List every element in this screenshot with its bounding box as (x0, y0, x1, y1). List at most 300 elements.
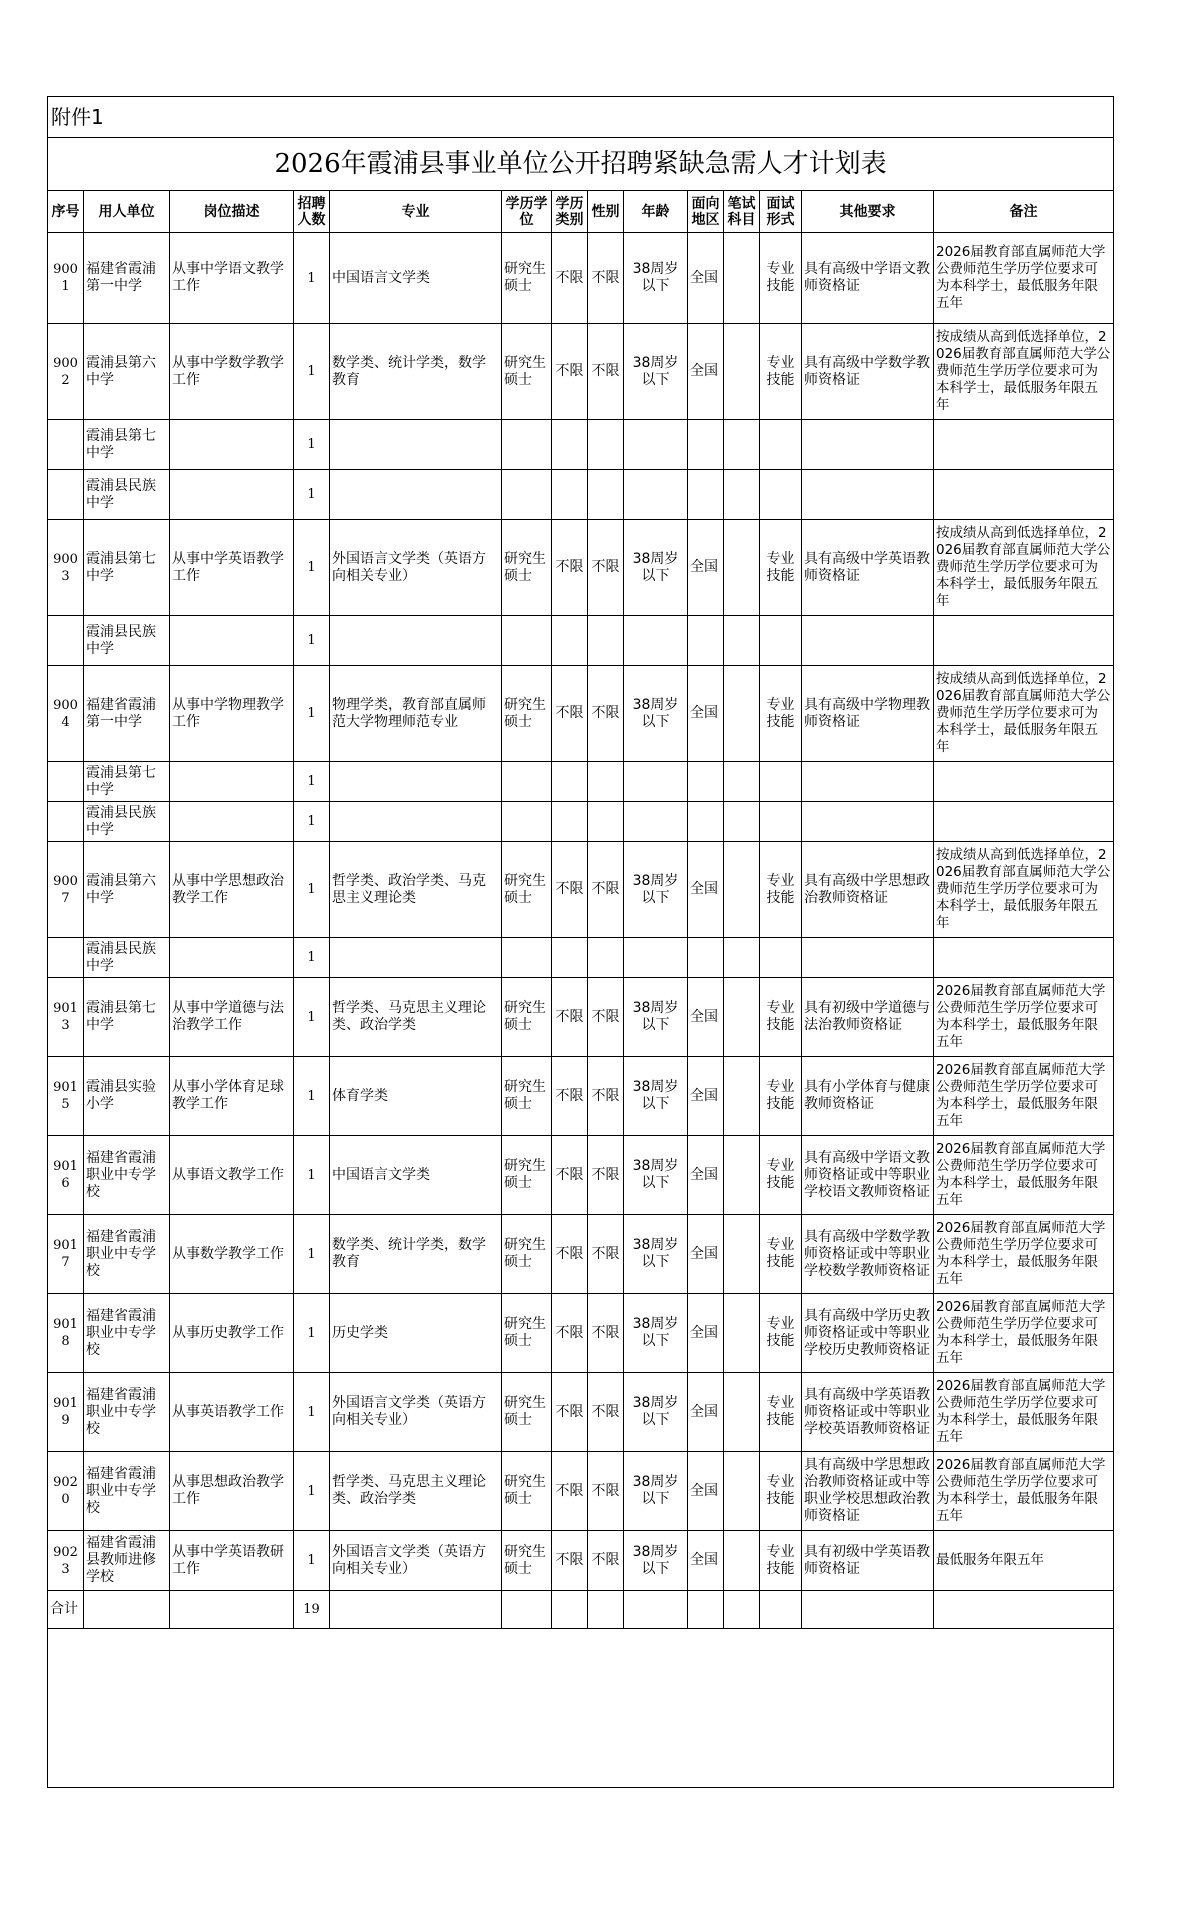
row-interview: 专业技能 (760, 1215, 802, 1294)
row-age (624, 762, 688, 802)
row-id: 9020 (48, 1452, 84, 1531)
total-empty (624, 1591, 688, 1629)
row-edu: 研究生硕士 (502, 1215, 552, 1294)
row-major (330, 762, 502, 802)
row-exam (724, 324, 760, 420)
row-major: 哲学类、马克思主义理论类、政治学类 (330, 1452, 502, 1531)
row-interview (760, 938, 802, 978)
row-interview: 专业技能 (760, 1136, 802, 1215)
recruitment-table (47, 96, 1114, 1788)
row-count: 1 (294, 1294, 330, 1373)
row-id: 9018 (48, 1294, 84, 1373)
row-region: 全国 (688, 324, 724, 420)
row-unit: 福建省霞浦第一中学 (84, 233, 170, 324)
row-gender: 不限 (588, 1136, 624, 1215)
row-requirement: 具有高级中学英语教师资格证 (802, 520, 934, 616)
row-age: 38周岁以下 (624, 1057, 688, 1136)
row-region: 全国 (688, 1531, 724, 1591)
row-exam (724, 978, 760, 1057)
row-desc: 从事中学物理教学工作 (170, 666, 294, 762)
row-requirement: 具有高级中学数学教师资格证或中等职业学校数学教师资格证 (802, 1215, 934, 1294)
row-requirement (802, 762, 934, 802)
row-id: 9015 (48, 1057, 84, 1136)
row-desc (170, 802, 294, 842)
row-exam (724, 1215, 760, 1294)
row-count: 1 (294, 666, 330, 762)
row-major: 哲学类、马克思主义理论类、政治学类 (330, 978, 502, 1057)
header-req: 其他要求 (802, 191, 934, 233)
row-interview: 专业技能 (760, 1531, 802, 1591)
row-unit: 霞浦县民族中学 (84, 470, 170, 520)
row-exam (724, 802, 760, 842)
row-region: 全国 (688, 520, 724, 616)
row-unit: 福建省霞浦职业中专学校 (84, 1215, 170, 1294)
total-label: 合计 (48, 1591, 84, 1629)
table-row (48, 1136, 1114, 1215)
row-age (624, 470, 688, 520)
row-id (48, 420, 84, 470)
row-gender: 不限 (588, 1215, 624, 1294)
row-cat (552, 616, 588, 666)
row-count: 1 (294, 938, 330, 978)
row-cat: 不限 (552, 324, 588, 420)
row-count: 1 (294, 1136, 330, 1215)
row-id (48, 938, 84, 978)
table-row (48, 1057, 1114, 1136)
row-gender (588, 470, 624, 520)
row-note (934, 762, 1114, 802)
row-region: 全国 (688, 233, 724, 324)
row-gender: 不限 (588, 666, 624, 762)
row-age (624, 802, 688, 842)
row-region: 全国 (688, 1294, 724, 1373)
row-interview: 专业技能 (760, 666, 802, 762)
row-major (330, 420, 502, 470)
row-exam (724, 762, 760, 802)
row-note: 2026届教育部直属师范大学公费师范生学历学位要求可为本科学士，最低服务年限五年 (934, 1136, 1114, 1215)
row-requirement: 具有小学体育与健康教师资格证 (802, 1057, 934, 1136)
total-empty (688, 1591, 724, 1629)
row-note (934, 470, 1114, 520)
row-desc: 从事思想政治教学工作 (170, 1452, 294, 1531)
row-note: 2026届教育部直属师范大学公费师范生学历学位要求可为本科学士，最低服务年限五年 (934, 233, 1114, 324)
row-cat: 不限 (552, 233, 588, 324)
row-age: 38周岁以下 (624, 1373, 688, 1452)
header-gender: 性别 (588, 191, 624, 233)
row-requirement: 具有初级中学道德与法治教师资格证 (802, 978, 934, 1057)
row-exam (724, 470, 760, 520)
row-count: 1 (294, 1373, 330, 1452)
row-cat: 不限 (552, 520, 588, 616)
table-row (48, 978, 1114, 1057)
row-cat: 不限 (552, 978, 588, 1057)
row-desc: 从事中学语文教学工作 (170, 233, 294, 324)
row-desc: 从事中学数学教学工作 (170, 324, 294, 420)
row-requirement: 具有初级中学英语教师资格证 (802, 1531, 934, 1591)
row-gender (588, 762, 624, 802)
row-age: 38周岁以下 (624, 1452, 688, 1531)
total-empty (588, 1591, 624, 1629)
row-desc (170, 938, 294, 978)
row-requirement: 具有高级中学英语教师资格证或中等职业学校英语教师资格证 (802, 1373, 934, 1452)
row-requirement (802, 420, 934, 470)
row-gender: 不限 (588, 1373, 624, 1452)
row-edu (502, 420, 552, 470)
row-age: 38周岁以下 (624, 1294, 688, 1373)
total-empty (760, 1591, 802, 1629)
row-id: 9002 (48, 324, 84, 420)
row-region: 全国 (688, 666, 724, 762)
row-id: 9023 (48, 1531, 84, 1591)
row-note: 2026届教育部直属师范大学公费师范生学历学位要求可为本科学士，最低服务年限五年 (934, 1215, 1114, 1294)
row-region (688, 802, 724, 842)
row-region (688, 762, 724, 802)
row-unit: 福建省霞浦职业中专学校 (84, 1136, 170, 1215)
row-edu (502, 802, 552, 842)
header-interview: 面试形式 (760, 191, 802, 233)
table-row (48, 666, 1114, 762)
row-interview: 专业技能 (760, 324, 802, 420)
row-gender: 不限 (588, 1294, 624, 1373)
attachment-label: 附件1 (48, 97, 1114, 138)
row-unit: 福建省霞浦职业中专学校 (84, 1294, 170, 1373)
total-empty (84, 1591, 170, 1629)
row-unit: 霞浦县民族中学 (84, 616, 170, 666)
row-interview (760, 802, 802, 842)
row-interview: 专业技能 (760, 1057, 802, 1136)
row-note: 2026届教育部直属师范大学公费师范生学历学位要求可为本科学士，最低服务年限五年 (934, 1373, 1114, 1452)
row-region: 全国 (688, 1136, 724, 1215)
row-age: 38周岁以下 (624, 1136, 688, 1215)
row-unit: 福建省霞浦职业中专学校 (84, 1373, 170, 1452)
header-note: 备注 (934, 191, 1114, 233)
row-edu: 研究生硕士 (502, 520, 552, 616)
row-unit: 霞浦县民族中学 (84, 938, 170, 978)
row-count: 1 (294, 1057, 330, 1136)
row-gender: 不限 (588, 520, 624, 616)
row-desc: 从事历史教学工作 (170, 1294, 294, 1373)
row-desc (170, 420, 294, 470)
row-count: 1 (294, 1452, 330, 1531)
row-cat: 不限 (552, 1136, 588, 1215)
header-edu: 学历学位 (502, 191, 552, 233)
row-interview: 专业技能 (760, 520, 802, 616)
table-row (48, 420, 1114, 470)
row-age (624, 938, 688, 978)
row-edu: 研究生硕士 (502, 842, 552, 938)
blank-area (48, 1629, 1114, 1788)
table-row (48, 233, 1114, 324)
row-major (330, 802, 502, 842)
row-exam (724, 666, 760, 762)
row-requirement (802, 616, 934, 666)
table-row (48, 1215, 1114, 1294)
row-exam (724, 520, 760, 616)
row-edu: 研究生硕士 (502, 978, 552, 1057)
row-desc (170, 616, 294, 666)
row-interview (760, 616, 802, 666)
row-note: 2026届教育部直属师范大学公费师范生学历学位要求可为本科学士，最低服务年限五年 (934, 1294, 1114, 1373)
row-gender: 不限 (588, 842, 624, 938)
row-desc: 从事语文教学工作 (170, 1136, 294, 1215)
row-interview (760, 470, 802, 520)
row-unit: 福建省霞浦第一中学 (84, 666, 170, 762)
row-gender: 不限 (588, 978, 624, 1057)
row-region: 全国 (688, 1373, 724, 1452)
row-cat: 不限 (552, 1531, 588, 1591)
row-exam (724, 420, 760, 470)
row-id (48, 470, 84, 520)
row-edu: 研究生硕士 (502, 324, 552, 420)
total-empty (330, 1591, 502, 1629)
header-exam: 笔试科目 (724, 191, 760, 233)
plan-sheet (47, 96, 1113, 1788)
row-age: 38周岁以下 (624, 1215, 688, 1294)
row-requirement: 具有高级中学数学教师资格证 (802, 324, 934, 420)
row-age: 38周岁以下 (624, 842, 688, 938)
row-edu (502, 470, 552, 520)
row-edu (502, 762, 552, 802)
header-unit: 用人单位 (84, 191, 170, 233)
row-desc (170, 762, 294, 802)
row-major: 外国语言文学类（英语方向相关专业） (330, 520, 502, 616)
row-edu: 研究生硕士 (502, 1452, 552, 1531)
row-exam (724, 1057, 760, 1136)
row-edu: 研究生硕士 (502, 1373, 552, 1452)
row-requirement (802, 938, 934, 978)
row-cat: 不限 (552, 666, 588, 762)
total-row (48, 1591, 1114, 1629)
header-major: 专业 (330, 191, 502, 233)
row-desc: 从事中学思想政治教学工作 (170, 842, 294, 938)
total-empty (802, 1591, 934, 1629)
row-note: 按成绩从高到低选择单位，2026届教育部直属师范大学公费师范生学历学位要求可为本科学士，最低服务年限五年 (934, 842, 1114, 938)
row-region: 全国 (688, 1057, 724, 1136)
row-unit: 福建省霞浦县教师进修学校 (84, 1531, 170, 1591)
table-row (48, 842, 1114, 938)
row-desc: 从事小学体育足球教学工作 (170, 1057, 294, 1136)
row-major: 数学类、统计学类，数学教育 (330, 1215, 502, 1294)
row-note: 最低服务年限五年 (934, 1531, 1114, 1591)
row-interview (760, 420, 802, 470)
row-id: 9004 (48, 666, 84, 762)
header-count: 招聘人数 (294, 191, 330, 233)
row-region (688, 420, 724, 470)
row-major: 外国语言文学类（英语方向相关专业） (330, 1531, 502, 1591)
row-region: 全国 (688, 1452, 724, 1531)
row-count: 1 (294, 420, 330, 470)
row-age: 38周岁以下 (624, 233, 688, 324)
row-count: 1 (294, 1531, 330, 1591)
row-cat (552, 470, 588, 520)
table-row (48, 802, 1114, 842)
row-id: 9017 (48, 1215, 84, 1294)
row-note (934, 938, 1114, 978)
row-requirement: 具有高级中学物理教师资格证 (802, 666, 934, 762)
row-gender (588, 802, 624, 842)
row-unit: 霞浦县第六中学 (84, 842, 170, 938)
row-interview (760, 762, 802, 802)
row-exam (724, 938, 760, 978)
row-age: 38周岁以下 (624, 666, 688, 762)
row-exam (724, 1452, 760, 1531)
row-gender: 不限 (588, 1057, 624, 1136)
row-note (934, 802, 1114, 842)
header-age: 年龄 (624, 191, 688, 233)
row-id: 9019 (48, 1373, 84, 1452)
row-edu: 研究生硕士 (502, 1531, 552, 1591)
row-note (934, 420, 1114, 470)
total-empty (502, 1591, 552, 1629)
row-desc: 从事数学教学工作 (170, 1215, 294, 1294)
row-interview: 专业技能 (760, 842, 802, 938)
table-row (48, 1373, 1114, 1452)
row-gender: 不限 (588, 233, 624, 324)
row-count: 1 (294, 802, 330, 842)
total-empty (724, 1591, 760, 1629)
table-row (48, 616, 1114, 666)
row-id: 9003 (48, 520, 84, 616)
row-gender (588, 938, 624, 978)
row-region (688, 938, 724, 978)
total-empty (170, 1591, 294, 1629)
row-age: 38周岁以下 (624, 324, 688, 420)
row-note: 2026届教育部直属师范大学公费师范生学历学位要求可为本科学士，最低服务年限五年 (934, 978, 1114, 1057)
row-region: 全国 (688, 842, 724, 938)
table-row (48, 762, 1114, 802)
row-gender (588, 420, 624, 470)
row-major: 数学类、统计学类，数学教育 (330, 324, 502, 420)
row-requirement: 具有高级中学思想政治教师资格证或中等职业学校思想政治教师资格证 (802, 1452, 934, 1531)
row-count: 1 (294, 762, 330, 802)
row-count: 1 (294, 978, 330, 1057)
total-empty (552, 1591, 588, 1629)
row-exam (724, 1294, 760, 1373)
row-region (688, 616, 724, 666)
row-gender: 不限 (588, 324, 624, 420)
row-note: 按成绩从高到低选择单位，2026届教育部直属师范大学公费师范生学历学位要求可为本科学士，最低服务年限五年 (934, 520, 1114, 616)
table-row (48, 1294, 1114, 1373)
row-exam (724, 616, 760, 666)
row-id: 9016 (48, 1136, 84, 1215)
row-gender (588, 616, 624, 666)
row-region: 全国 (688, 1215, 724, 1294)
row-requirement: 具有高级中学语文教师资格证 (802, 233, 934, 324)
row-age (624, 420, 688, 470)
row-note: 按成绩从高到低选择单位，2026届教育部直属师范大学公费师范生学历学位要求可为本科学士，最低服务年限五年 (934, 324, 1114, 420)
row-major: 历史学类 (330, 1294, 502, 1373)
row-edu (502, 938, 552, 978)
row-major: 中国语言文学类 (330, 233, 502, 324)
row-desc: 从事中学道德与法治教学工作 (170, 978, 294, 1057)
row-major: 中国语言文学类 (330, 1136, 502, 1215)
row-age: 38周岁以下 (624, 1531, 688, 1591)
table-row (48, 938, 1114, 978)
row-desc: 从事中学英语教学工作 (170, 520, 294, 616)
row-desc: 从事英语教学工作 (170, 1373, 294, 1452)
row-edu: 研究生硕士 (502, 1294, 552, 1373)
row-interview: 专业技能 (760, 1373, 802, 1452)
row-age: 38周岁以下 (624, 520, 688, 616)
row-exam (724, 1373, 760, 1452)
row-unit: 霞浦县第六中学 (84, 324, 170, 420)
row-interview: 专业技能 (760, 233, 802, 324)
row-gender: 不限 (588, 1452, 624, 1531)
row-note: 按成绩从高到低选择单位，2026届教育部直属师范大学公费师范生学历学位要求可为本科学士，最低服务年限五年 (934, 666, 1114, 762)
row-major (330, 938, 502, 978)
row-count: 1 (294, 324, 330, 420)
row-unit: 霞浦县实验小学 (84, 1057, 170, 1136)
row-unit: 霞浦县第七中学 (84, 762, 170, 802)
row-requirement (802, 802, 934, 842)
row-cat: 不限 (552, 1373, 588, 1452)
row-desc: 从事中学英语教研工作 (170, 1531, 294, 1591)
row-id (48, 802, 84, 842)
row-interview: 专业技能 (760, 1452, 802, 1531)
header-row (48, 191, 1114, 233)
table-row (48, 1452, 1114, 1531)
row-count: 1 (294, 233, 330, 324)
row-unit: 霞浦县民族中学 (84, 802, 170, 842)
row-region (688, 470, 724, 520)
header-desc: 岗位描述 (170, 191, 294, 233)
row-cat: 不限 (552, 1294, 588, 1373)
row-gender: 不限 (588, 1531, 624, 1591)
row-desc (170, 470, 294, 520)
row-note (934, 616, 1114, 666)
row-count: 1 (294, 470, 330, 520)
row-major (330, 470, 502, 520)
row-cat: 不限 (552, 1452, 588, 1531)
table-row (48, 470, 1114, 520)
total-count: 19 (294, 1591, 330, 1629)
row-count: 1 (294, 1215, 330, 1294)
row-id: 9013 (48, 978, 84, 1057)
row-edu: 研究生硕士 (502, 1057, 552, 1136)
row-major: 外国语言文学类（英语方向相关专业） (330, 1373, 502, 1452)
row-id (48, 762, 84, 802)
row-edu: 研究生硕士 (502, 666, 552, 762)
row-cat (552, 802, 588, 842)
header-region: 面向地区 (688, 191, 724, 233)
row-requirement: 具有高级中学思想政治教师资格证 (802, 842, 934, 938)
row-requirement (802, 470, 934, 520)
row-id: 9007 (48, 842, 84, 938)
row-edu (502, 616, 552, 666)
row-interview: 专业技能 (760, 978, 802, 1057)
row-note: 2026届教育部直属师范大学公费师范生学历学位要求可为本科学士，最低服务年限五年 (934, 1452, 1114, 1531)
row-unit: 霞浦县第七中学 (84, 420, 170, 470)
row-unit: 霞浦县第七中学 (84, 978, 170, 1057)
row-requirement: 具有高级中学历史教师资格证或中等职业学校历史教师资格证 (802, 1294, 934, 1373)
row-requirement: 具有高级中学语文教师资格证或中等职业学校语文教师资格证 (802, 1136, 934, 1215)
row-count: 1 (294, 520, 330, 616)
row-unit: 霞浦县第七中学 (84, 520, 170, 616)
row-cat (552, 762, 588, 802)
row-exam (724, 842, 760, 938)
row-edu: 研究生硕士 (502, 233, 552, 324)
row-age (624, 616, 688, 666)
row-id: 9001 (48, 233, 84, 324)
table-row (48, 1531, 1114, 1591)
row-major: 体育学类 (330, 1057, 502, 1136)
row-count: 1 (294, 616, 330, 666)
row-exam (724, 233, 760, 324)
row-major: 哲学类、政治学类、马克思主义理论类 (330, 842, 502, 938)
row-note: 2026届教育部直属师范大学公费师范生学历学位要求可为本科学士，最低服务年限五年 (934, 1057, 1114, 1136)
row-unit: 福建省霞浦职业中专学校 (84, 1452, 170, 1531)
row-exam (724, 1531, 760, 1591)
